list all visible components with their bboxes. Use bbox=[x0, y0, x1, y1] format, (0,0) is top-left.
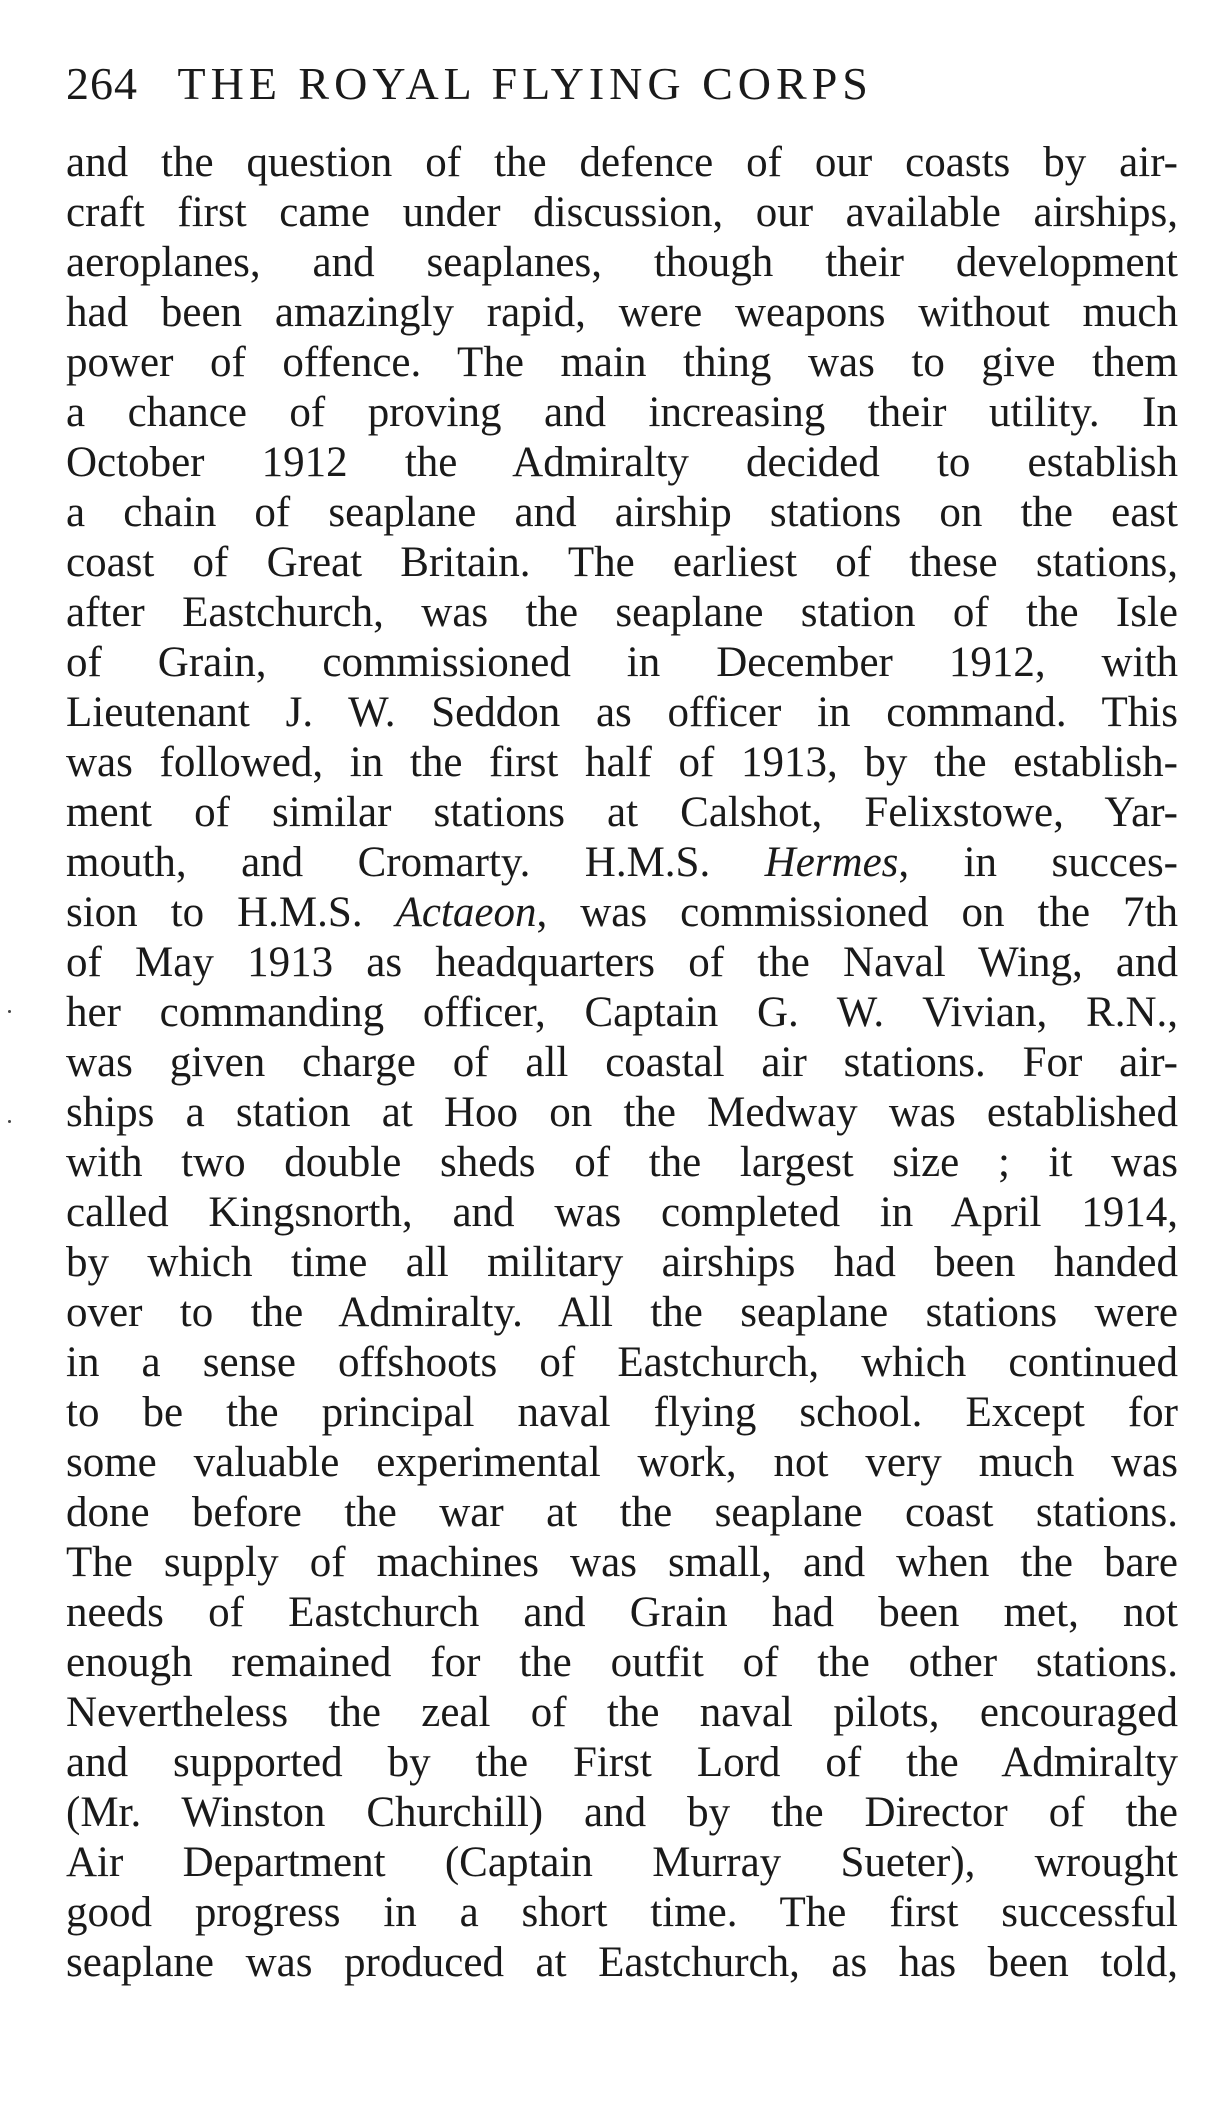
text-line: and supported by the First Lord of the Admiralty bbox=[66, 1739, 1178, 1786]
text-line: done before the war at the seaplane coast stations. bbox=[66, 1489, 1178, 1536]
page-number: 264 bbox=[66, 58, 138, 109]
text-line: craft first came under discussion, our available airships, bbox=[66, 189, 1178, 236]
text-line: good progress in a short time. The first successful bbox=[66, 1889, 1178, 1936]
text-line: of May 1913 as headquarters of the Naval Wing, and bbox=[66, 939, 1178, 986]
ship-name: Hermes bbox=[764, 839, 899, 886]
text-line: her commanding officer, Captain G. W. Vivian, R.N., bbox=[66, 989, 1178, 1036]
text-line: in a sense offshoots of Eastchurch, which continued bbox=[66, 1339, 1178, 1386]
text-line: was given charge of all coastal air stations. For air- bbox=[66, 1039, 1178, 1086]
scan-speck bbox=[8, 1010, 11, 1013]
body-text bbox=[66, 138, 1178, 1988]
text-line: enough remained for the outfit of the other stations. bbox=[66, 1639, 1178, 1686]
text-line: Lieutenant J. W. Seddon as officer in command. This bbox=[66, 689, 1178, 736]
text-line: power of offence. The main thing was to give them bbox=[66, 339, 1178, 386]
text-line: coast of Great Britain. The earliest of these stations, bbox=[66, 539, 1178, 586]
text-line bbox=[66, 888, 1178, 938]
text-line: called Kingsnorth, and was completed in April 1914, bbox=[66, 1189, 1178, 1236]
page-header bbox=[66, 54, 1166, 114]
text-line: after Eastchurch, was the seaplane station of the Isle bbox=[66, 589, 1178, 636]
text-line: ment of similar stations at Calshot, Felixstowe, Yar- bbox=[66, 789, 1178, 836]
text-line: some valuable experimental work, not very much was bbox=[66, 1439, 1178, 1486]
ship-name: Actaeon bbox=[395, 889, 537, 936]
text-line: was followed, in the first half of 1913, by the establish- bbox=[66, 739, 1178, 786]
text-line: aeroplanes, and seaplanes, though their development bbox=[66, 239, 1178, 286]
text-line: to be the principal naval flying school. Except for bbox=[66, 1389, 1178, 1436]
text-segment: mouth, and Cromarty. H.M.S. bbox=[66, 839, 765, 886]
text-segment: sion to H.M.S. bbox=[66, 889, 396, 936]
scan-speck bbox=[8, 1120, 11, 1123]
text-line: Nevertheless the zeal of the naval pilots, encouraged bbox=[66, 1689, 1178, 1736]
text-line: had been amazingly rapid, were weapons without much bbox=[66, 289, 1178, 336]
text-line: needs of Eastchurch and Grain had been met, not bbox=[66, 1589, 1178, 1636]
text-line: (Mr. Winston Churchill) and by the Director of the bbox=[66, 1789, 1178, 1836]
text-segment: , in succes- bbox=[898, 839, 1178, 886]
text-line: October 1912 the Admiralty decided to establish bbox=[66, 439, 1178, 486]
text-line: seaplane was produced at Eastchurch, as has been told, bbox=[66, 1939, 1178, 1986]
text-line: ships a station at Hoo on the Medway was established bbox=[66, 1089, 1178, 1136]
text-line: with two double sheds of the largest size ; it was bbox=[66, 1139, 1178, 1186]
text-line: The supply of machines was small, and when the bare bbox=[66, 1539, 1178, 1586]
text-line: a chain of seaplane and airship stations on the east bbox=[66, 489, 1178, 536]
text-line: Air Department (Captain Murray Sueter), wrought bbox=[66, 1839, 1178, 1886]
text-line: by which time all military airships had been handed bbox=[66, 1239, 1178, 1286]
text-line: of Grain, commissioned in December 1912, with bbox=[66, 639, 1178, 686]
running-title: THE ROYAL FLYING CORPS bbox=[177, 58, 873, 109]
text-line: over to the Admiralty. All the seaplane stations were bbox=[66, 1289, 1178, 1336]
text-segment: , was commissioned on the 7th bbox=[536, 889, 1178, 936]
text-line bbox=[66, 838, 1178, 888]
text-line: a chance of proving and increasing their utility. In bbox=[66, 389, 1178, 436]
text-line: and the question of the defence of our coasts by air- bbox=[66, 139, 1178, 186]
